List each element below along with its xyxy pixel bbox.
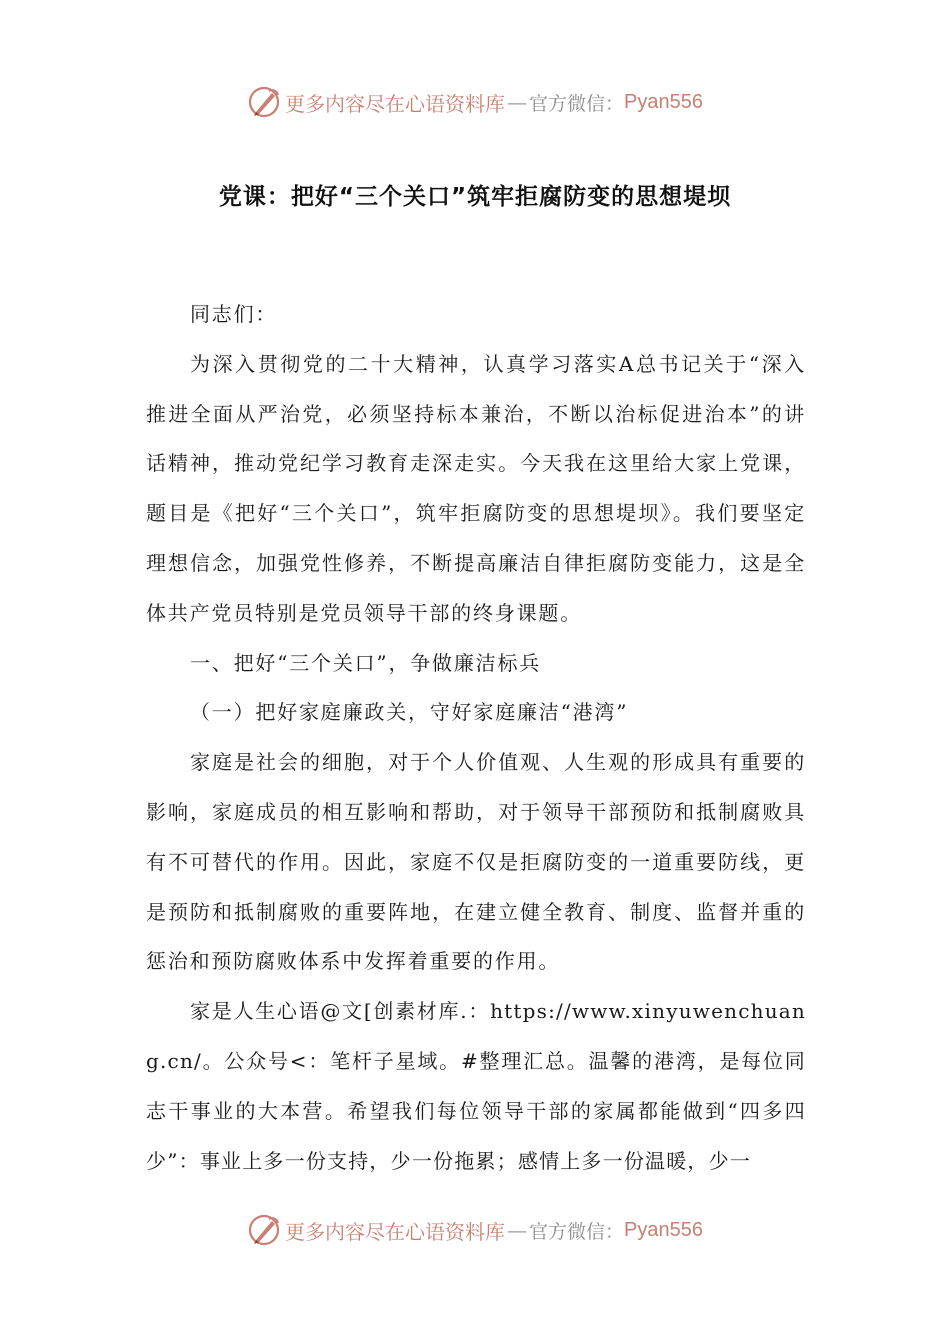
banner-site-text: 更多内容尽在心语资料库 xyxy=(285,1219,505,1244)
banner-wechat-id: Pyan556 xyxy=(624,90,703,113)
pen-logo-icon xyxy=(247,85,281,119)
banner-separator: — xyxy=(507,1218,527,1242)
banner-wechat-id: Pyan556 xyxy=(624,1218,703,1241)
header-banner xyxy=(0,80,950,124)
banner-separator: — xyxy=(507,90,527,114)
section-heading-1: 一、把好“三个关口”，争做廉洁标兵 xyxy=(190,650,542,675)
banner-site-text: 更多内容尽在心语资料库 xyxy=(285,91,505,116)
salutation: 同志们： xyxy=(190,302,278,326)
intro-paragraph: 为深入贯彻党的二十大精神，认真学习落实A总书记关于“深入推进全面从严治党，必须坚持标本兼治，不断以治标促进治本”的讲话精神，推动党纪学习教育走深走实。今天我在这里给大家上党课，题目是《把好“三个关口”，筑牢拒腐防变的思想堤坝》。我们要坚定理想信念，加强党性修养，不断提高廉洁自律拒腐防变能力，这是全体共产党员特别是党员领导干部的终身课题。 xyxy=(146,351,806,625)
document-title: 党课：把好“三个关口”筑牢拒腐防变的思想堤坝 xyxy=(218,184,732,210)
banner-official-label: 官方微信： xyxy=(529,1220,625,1243)
document-body xyxy=(146,290,806,1186)
pen-logo-icon xyxy=(247,1213,281,1247)
banner-official-label: 官方微信： xyxy=(529,92,625,115)
subsection-heading-1: （一）把好家庭廉政关，守好家庭廉洁“港湾” xyxy=(190,700,629,725)
footer-banner xyxy=(0,1208,950,1252)
home-paragraph: 家是人生心语@文[创素材库.：https://www.xinyuwenchuang.cn/。公众号<：笔杆子星域。#整理汇总。温馨的港湾，是每位同志干事业的大本营。希望我们每位领导干部的家属都能做到“四多四少”：事业上多一份支持，少一份拖累；感情上多一份温暖，少一 xyxy=(146,999,806,1173)
family-paragraph: 家庭是社会的细胞，对于个人价值观、人生观的形成具有重要的影响，家庭成员的相互影响和帮助，对于领导干部预防和抵制腐败具有不可替代的作用。因此，家庭不仅是拒腐防变的一道重要防线，更是预防和抵制腐败的重要阵地，在建立健全教育、制度、监督并重的惩治和预防腐败体系中发挥着重要的作用。 xyxy=(146,750,806,974)
